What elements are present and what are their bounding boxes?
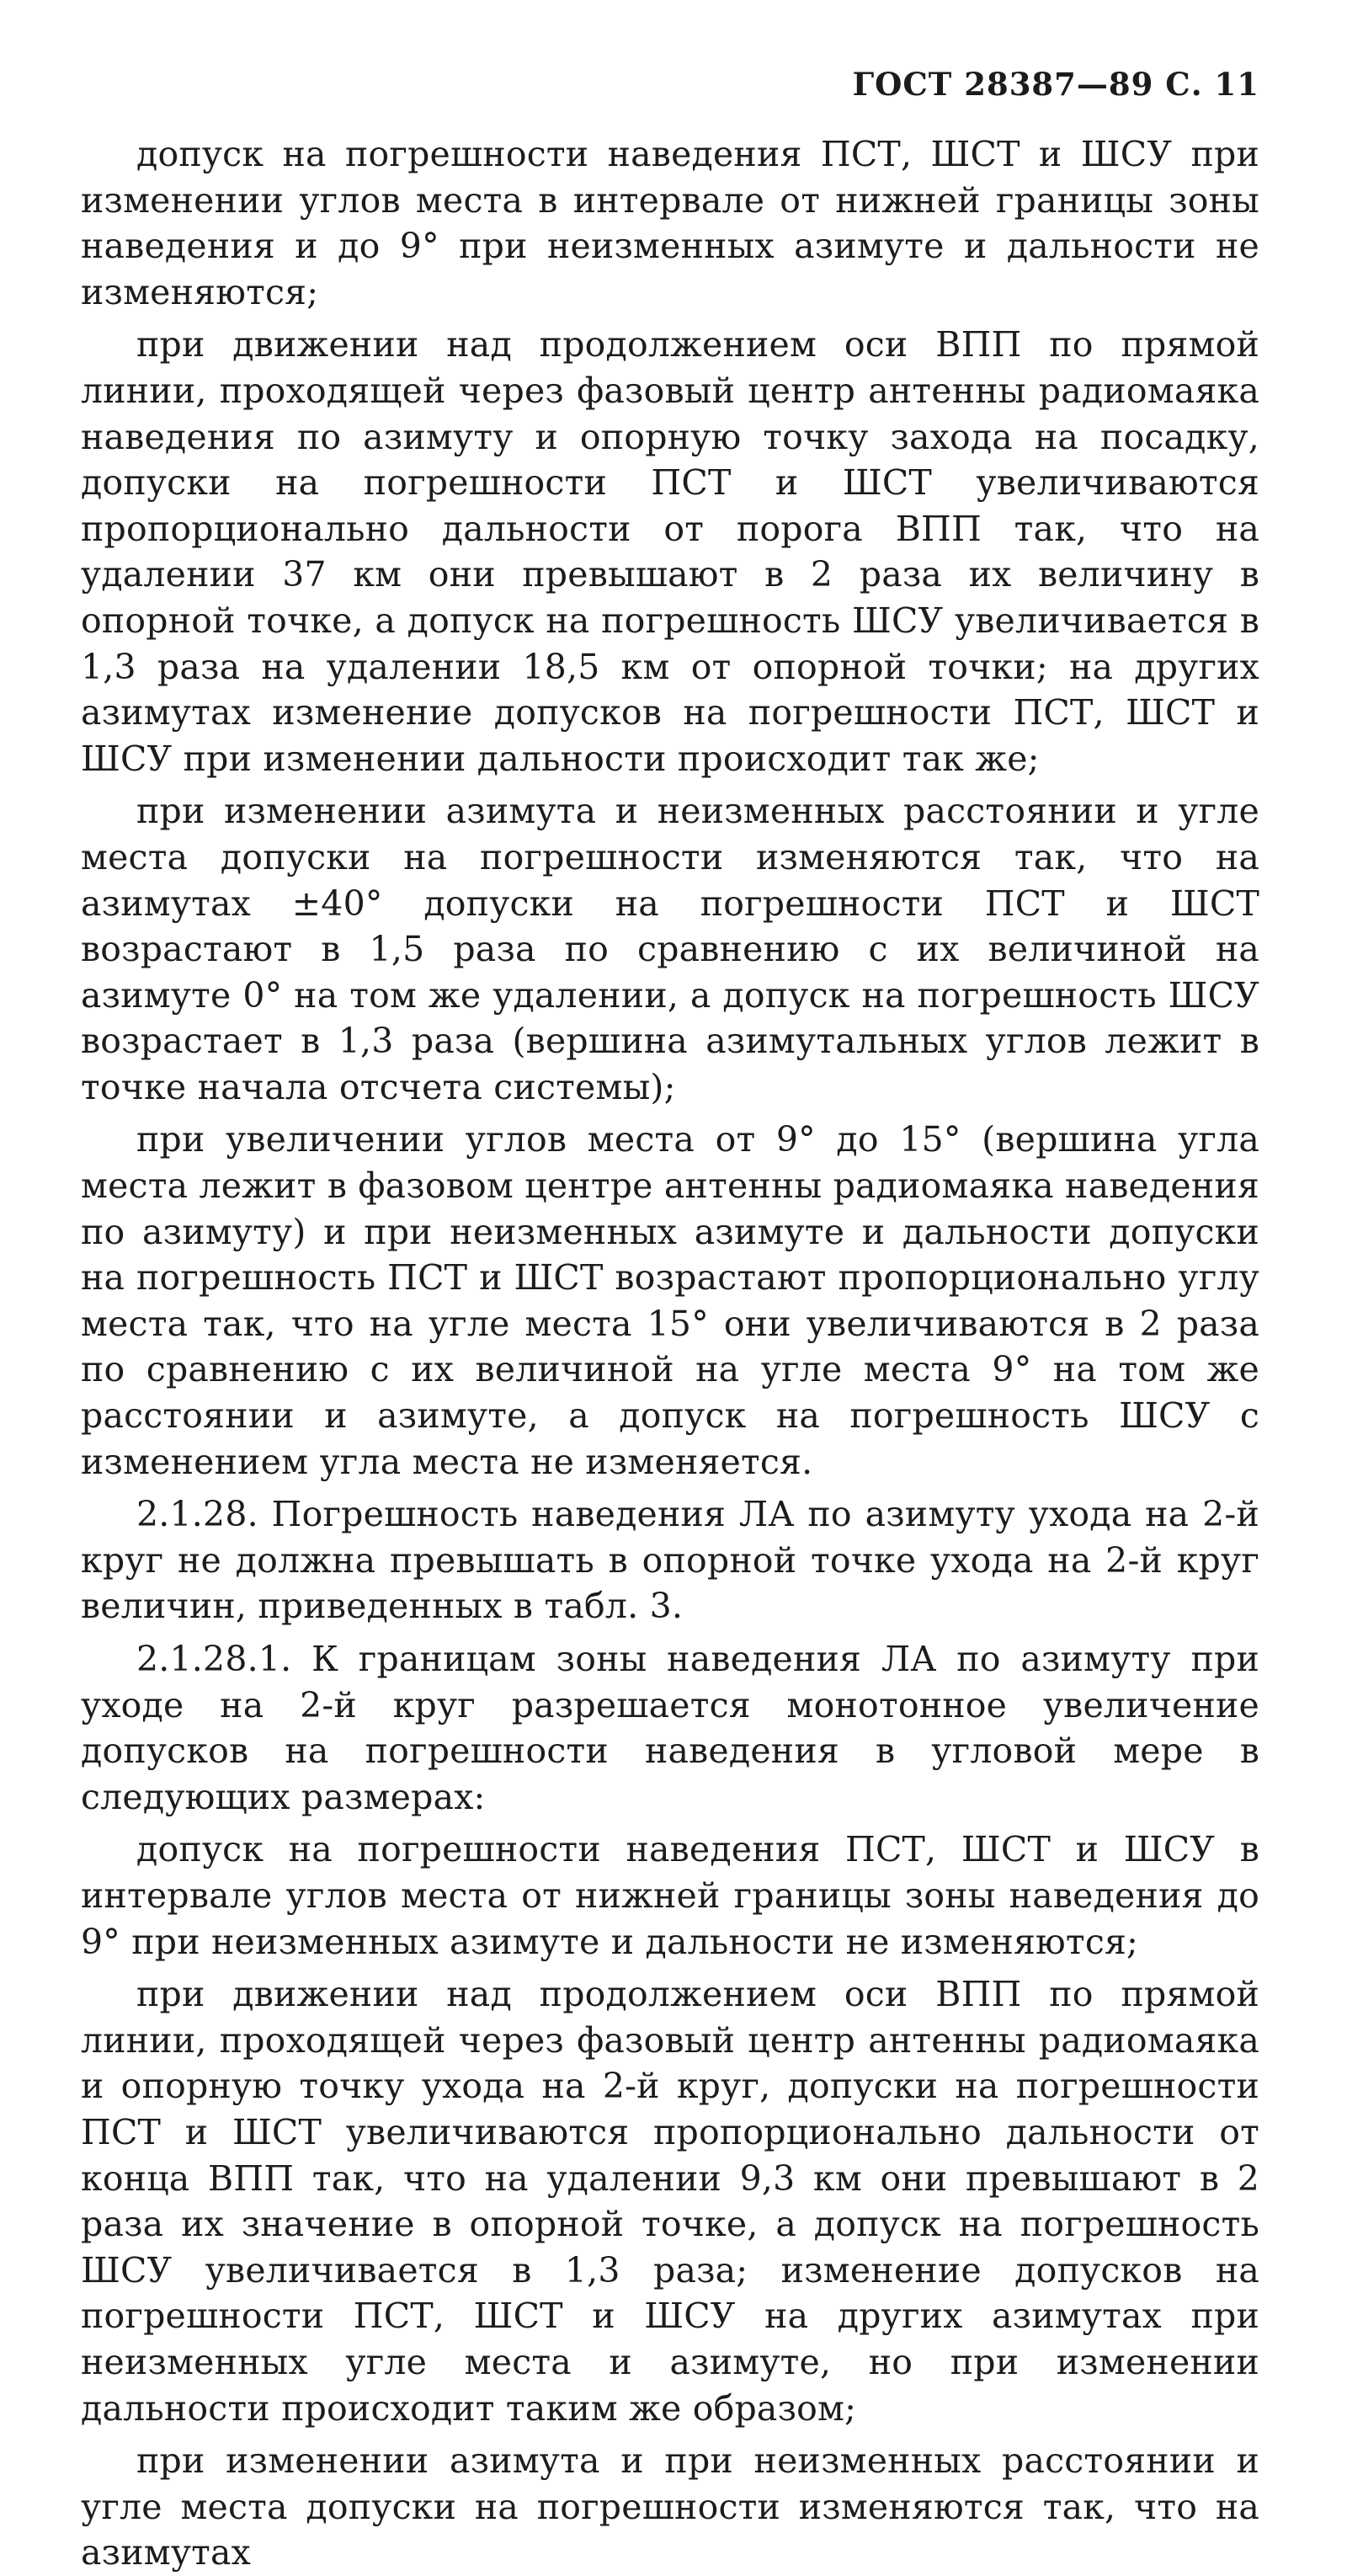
page-header: ГОСТ 28387—89 С. 11 — [852, 66, 1259, 103]
paragraph-9: при изменении азимута и при неизменных расстоянии и угле места допуски на погрешности изменяются так, что на азимутах — [81, 2440, 1259, 2573]
paragraph-2: при движении над продолжением оси ВПП по прямой линии, проходящей через фазовый центр антенны радиомаяка наведения по азимуту и опорную точку захода на посадку, допуски на погрешности ПСТ и ШСТ увеличиваются пропорционально дальности от порога ВПП так, что на удалении 37 км они превышают в 2 раза их величину в опорной точке, а допуск на погрешность ШСУ увеличивается в 1,3 раза на удалении 18,5 км от опорной точки; на других азимутах изменение допусков на погрешности ПСТ, ШСТ и ШСУ при изменении дальности происходит так же; — [81, 324, 1259, 779]
paragraph-4: при увеличении углов места от 9° до 15° (вершина угла места лежит в фазовом центре антенны радиомаяка наведения по азимуту) и при неизменных азимуте и дальности допуски на погрешность ПСТ и ШСТ возрастают пропорционально углу места так, что на угле места 15° они увеличиваются в 2 раза по сравнению с их величиной на угле места 9° на том же расстоянии и азимуте, а допуск на погрешность ШСУ с изменением угла места не изменяется. — [81, 1119, 1259, 1482]
paragraph-6: 2.1.28.1. К границам зоны наведения ЛА по азимуту при уходе на 2-й круг разрешается монотонное увеличение допусков на погрешности наведения в угловой мере в следующих размерах: — [81, 1639, 1259, 1817]
document-page — [81, 66, 1259, 2576]
paragraph-3: при изменении азимута и неизменных расстоянии и угле места допуски на погрешности изменяются так, что на азимутах ±40° допуски на погрешности ПСТ и ШСТ возрастают в 1,5 раза по сравнению с их величиной на азимуте 0° на том же удалении, а допуск на погрешность ШСУ возрастает в 1,3 раза (вершина азимутальных углов лежит в точке начала отсчета системы); — [81, 791, 1259, 1107]
paragraph-8: при движении над продолжением оси ВПП по прямой линии, проходящей через фазовый центр антенны радиомаяка и опорную точку ухода на 2-й круг, допуски на погрешности ПСТ и ШСТ увеличиваются пропорционально дальности от конца ВПП так, что на удалении 9,3 км они превышают в 2 раза их значение в опорной точке, а допуск на погрешность ШСУ увеличивается в 1,3 раза; изменение допусков на погрешности ПСТ, ШСТ и ШСУ на других азимутах при неизменных угле места и азимуте, но при изменении дальности происходит таким же образом; — [81, 1974, 1259, 2429]
paragraph-5: 2.1.28. Погрешность наведения ЛА по азимуту ухода на 2-й круг не должна превышать в опорной точке ухода на 2-й круг величин, приведенных в табл. 3. — [81, 1494, 1259, 1627]
paragraph-1: допуск на погрешности наведения ПСТ, ШСТ и ШСУ при изменении углов места в интервале от нижней границы зоны наведения и до 9° при неизменных азимуте и дальности не изменяются; — [81, 134, 1259, 312]
paragraph-7: допуск на погрешности наведения ПСТ, ШСТ и ШСУ в интервале углов места от нижней границы зоны наведения до 9° при неизменных азимуте и дальности не изменяются; — [81, 1829, 1259, 1962]
